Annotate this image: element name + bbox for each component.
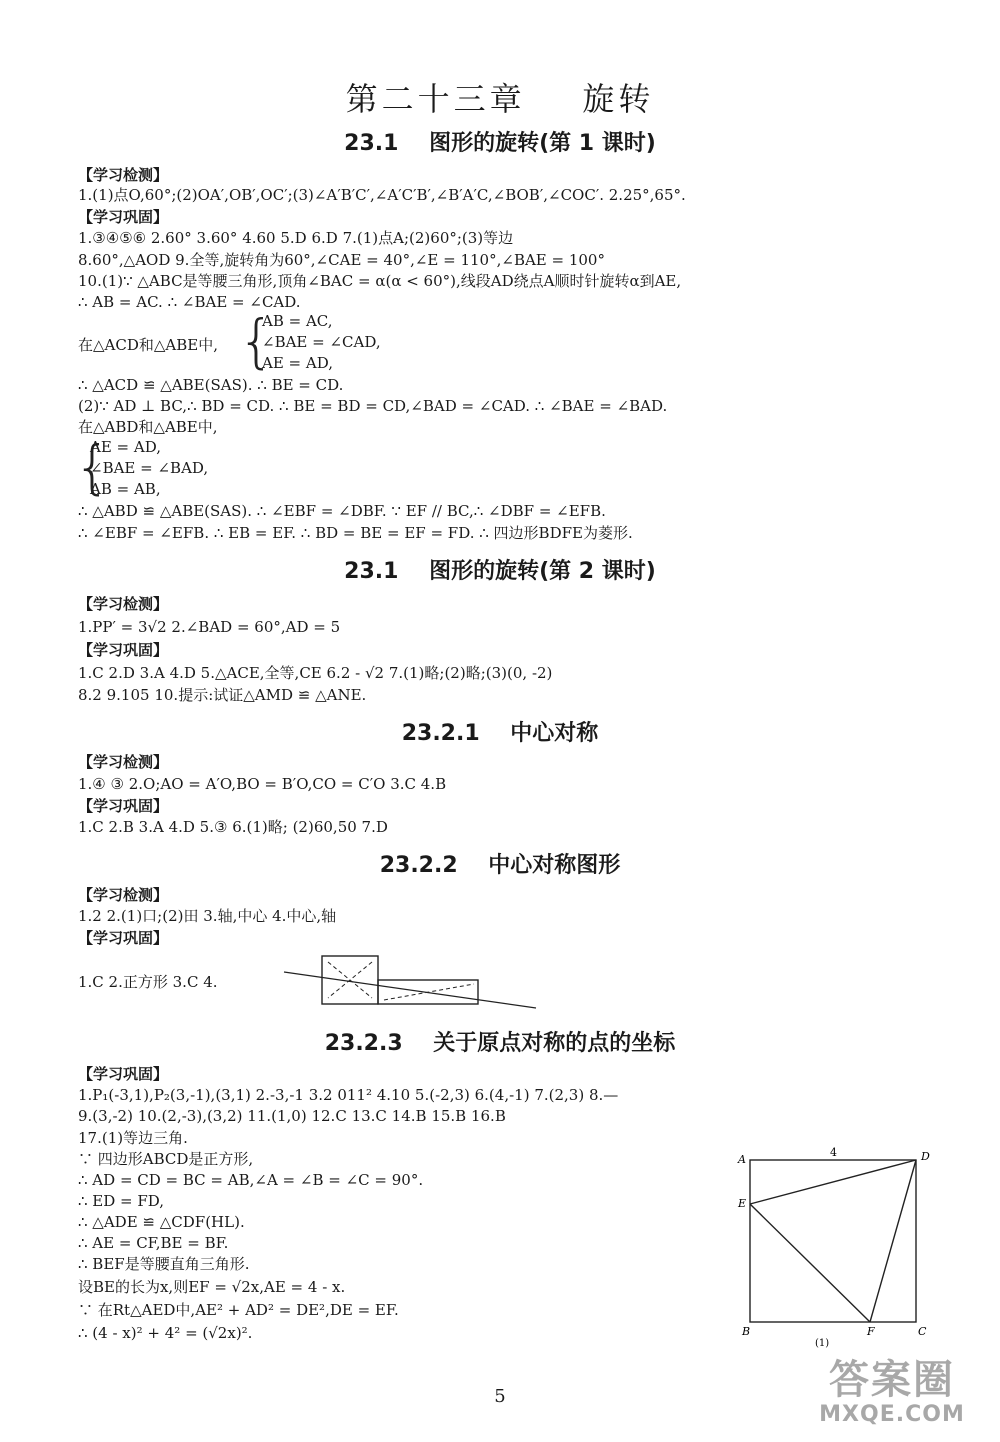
answer-line: ∴ AD = CD = BC = AB,∠A = ∠B = ∠C = 90°. — [78, 1171, 424, 1189]
label-consolidate: 【学习巩固】 — [78, 797, 169, 815]
square-abcd — [750, 1160, 916, 1322]
answer-line: ∵ 在Rt△AED中,AE² + AD² = DE²,DE = EF. — [78, 1301, 399, 1319]
answer-line: 设BE的长为x,则EF = √2x,AE = 4 - x. — [78, 1278, 346, 1296]
answer-line: ∴ (4 - x)² + 4² = (√2x)². — [78, 1324, 253, 1342]
point-label-f: F — [867, 1325, 875, 1338]
section-title-23-2-1: 23.2.1 中心对称 — [401, 721, 599, 746]
answer-line: ∴ △ACD ≌ △ABE(SAS). ∴ BE = CD. — [78, 376, 344, 394]
answer-line: ∵ 四边形ABCD是正方形, — [78, 1150, 254, 1168]
page-number: 5 — [494, 1386, 506, 1407]
vertex-label-d: D — [921, 1150, 930, 1163]
label-check: 【学习检测】 — [78, 595, 169, 613]
watermark-top-text: 答案圈 — [829, 1357, 955, 1403]
system-line: AB = AB, — [90, 480, 161, 498]
answer-line: 8.2 9.105 10.提示:试证△AMD ≌ △ANE. — [78, 686, 367, 704]
answer-line: 10.(1)∵ △ABC是等腰三角形,顶角∠BAC = α(α < 60°),线段AD绕点A顺时针旋转α到AE, — [78, 272, 682, 290]
answer-line: ∴ ∠EBF = ∠EFB. ∴ EB = EF. ∴ BD = BE = EF = FD. ∴ 四边形BDFE为菱形. — [78, 524, 633, 542]
system-line: ∠BAE = ∠CAD, — [262, 333, 381, 351]
answer-line: 1.PP′ = 3√2 2.∠BAD = 60°,AD = 5 — [78, 618, 341, 636]
vertex-label-a: A — [738, 1153, 746, 1166]
left-brace: { — [238, 307, 275, 375]
answer-line: 1.C 2.正方形 3.C 4. — [78, 973, 218, 991]
answer-line: 在△ABD和△ABE中, — [78, 418, 218, 436]
answer-line: 8.60°,△AOD 9.全等,旋转角为60°,∠CAE = 40°,∠E = 110°,∠BAE = 100° — [78, 251, 605, 269]
section-title-23-1-lesson-1: 23.1 图形的旋转(第 1 课时) — [344, 131, 656, 156]
answer-line: 9.(3,-2) 10.(2,-3),(3,2) 11.(1,0) 12.C 13.C 14.B 15.B 16.B — [78, 1107, 506, 1125]
segment-df — [870, 1160, 916, 1322]
answer-line: ∴ AB = AC. ∴ ∠BAE = ∠CAD. — [78, 293, 301, 311]
answer-line: 1.2 2.(1)口;(2)田 3.轴,中心 4.中心,轴 — [78, 907, 337, 925]
answer-line: ∴ △ADE ≌ △CDF(HL). — [78, 1213, 245, 1231]
label-consolidate: 【学习巩固】 — [78, 641, 169, 659]
watermark-bottom-text: MXQE.COM — [819, 1402, 965, 1427]
vertex-label-c: C — [918, 1325, 927, 1338]
section-title-23-2-3: 23.2.3 关于原点对称的点的坐标 — [324, 1031, 676, 1056]
answer-line: 1.C 2.B 3.A 4.D 5.③ 6.(1)略; (2)60,50 7.D — [78, 818, 388, 836]
symmetry-sketch-figure — [280, 952, 540, 1012]
square-abcd-figure — [730, 1142, 940, 1352]
system-line: AE = AD, — [90, 438, 161, 456]
answer-line: 1.④ ③ 2.O;AO = A′O,BO = B′O,CO = C′O 3.C 4.B — [78, 775, 447, 793]
label-consolidate: 【学习巩固】 — [78, 1065, 169, 1083]
system-line: AB = AC, — [262, 312, 333, 330]
answer-line: ∴ AE = CF,BE = BF. — [78, 1234, 229, 1252]
label-check: 【学习检测】 — [78, 753, 169, 771]
figure-caption: (1) — [815, 1338, 830, 1349]
answer-line: (2)∵ AD ⊥ BC,∴ BD = CD. ∴ BE = BD = CD,∠BAD = ∠CAD. ∴ ∠BAE = ∠BAD. — [78, 397, 668, 415]
label-check: 【学习检测】 — [78, 886, 169, 904]
watermark-logo — [792, 1358, 992, 1436]
answer-line: ∴ BEF是等腰直角三角形. — [78, 1255, 250, 1273]
answer-line: 1.③④⑤⑥ 2.60° 3.60° 4.60 5.D 6.D 7.(1)点A;(2)60°;(3)等边 — [78, 229, 514, 247]
side-length-label: 4 — [830, 1146, 837, 1159]
point-label-e: E — [738, 1197, 747, 1210]
system-line: ∠BAE = ∠BAD, — [90, 459, 209, 477]
system-lead-text: 在△ACD和△ABE中, — [78, 336, 218, 354]
vertex-label-b: B — [742, 1325, 751, 1338]
label-consolidate: 【学习巩固】 — [78, 208, 169, 226]
section-title-23-2-2: 23.2.2 中心对称图形 — [379, 853, 621, 878]
answer-line: 17.(1)等边三角. — [78, 1129, 188, 1147]
system-line: AE = AD, — [262, 354, 333, 372]
segment-ed — [750, 1160, 916, 1204]
left-brace: { — [74, 433, 111, 501]
answer-line: ∴ △ABD ≌ △ABE(SAS). ∴ ∠EBF = ∠DBF. ∵ EF // BC,∴ ∠DBF = ∠EFB. — [78, 502, 606, 520]
answer-line: 1.C 2.D 3.A 4.D 5.△ACE,全等,CE 6.2 - √2 7.(1)略;(2)略;(3)(0, -2) — [78, 664, 553, 682]
section-title-23-1-lesson-2: 23.1 图形的旋转(第 2 课时) — [344, 559, 656, 584]
segment-ef — [750, 1204, 870, 1322]
label-consolidate: 【学习巩固】 — [78, 929, 169, 947]
label-check: 【学习检测】 — [78, 166, 169, 184]
answer-line: ∴ ED = FD, — [78, 1192, 165, 1210]
answer-line: 1.P₁(-3,1),P₂(3,-1),(3,1) 2.-3,-1 3.2 011² 4.10 5.(-2,3) 6.(4,-1) 7.(2,3) 8.— — [78, 1086, 619, 1104]
answer-line: 1.(1)点O,60°;(2)OA′,OB′,OC′;(3)∠A′B′C′,∠A′C′B′,∠B′A′C,∠BOB′,∠COC′. 2.25°,65°. — [78, 186, 686, 204]
chapter-title: 第二十三章 旋转 — [345, 80, 655, 118]
